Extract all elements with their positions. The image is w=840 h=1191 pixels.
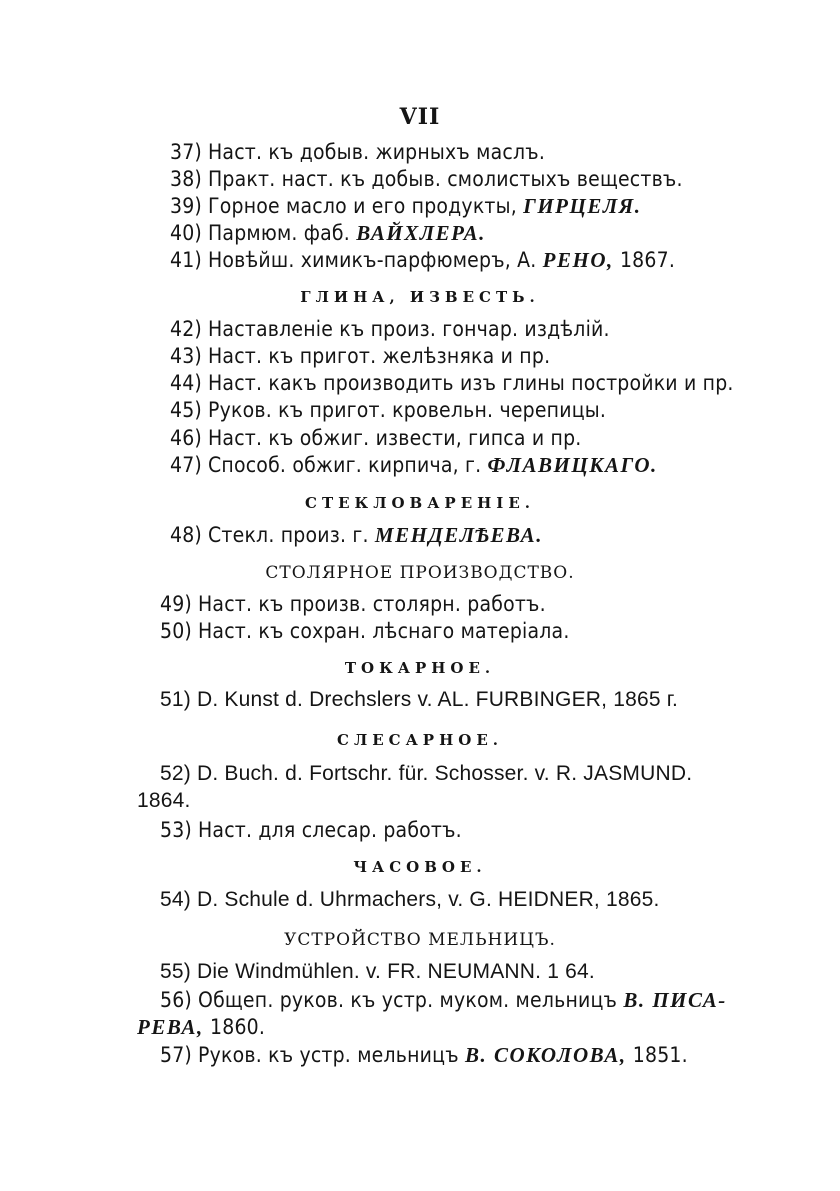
entry-number: 39) — [170, 194, 203, 218]
entry-number: 54) — [160, 888, 191, 911]
entry-author-continuation: РЕВА, — [137, 1015, 204, 1039]
entry-number: 52) — [160, 762, 191, 785]
entry-number: 56) — [160, 988, 193, 1012]
section-heading-slesar: СЛЕСАРНОЕ. — [337, 731, 503, 749]
entry-text: Общеп. руков. къ устр. муком. мельницъ — [198, 988, 618, 1012]
entry-number: 42) — [170, 317, 203, 341]
entry-number: 53) — [160, 818, 193, 842]
entry-number: 45) — [170, 398, 203, 422]
entry-57 — [160, 1043, 688, 1068]
entry-number: 51) — [160, 688, 191, 711]
entry-number: 55) — [160, 960, 191, 983]
entry-52-continuation: 1864. — [137, 789, 191, 812]
entry-text: D. Schule d. Uhrmachers, v. G. HEIDNER, 1865. — [196, 888, 660, 911]
entry-author: В. ПИСА- — [623, 988, 727, 1012]
entry-text: Пармюм. фаб. — [208, 221, 350, 245]
entry-author: РЕНО, — [542, 248, 614, 272]
entry-number: 57) — [160, 1043, 193, 1067]
entry-text: Горное масло и его продукты, — [208, 194, 517, 218]
entry-text: Руков. къ устр. мельницъ — [198, 1043, 459, 1067]
entry-40 — [170, 221, 486, 246]
section-heading-tokar: ТОКАРНОЕ. — [344, 659, 496, 677]
entry-text: D. Kunst d. Drechslers v. AL. FURBINGER, 1865 г. — [196, 688, 679, 711]
entry-54 — [160, 888, 660, 912]
entry-author: ГИРЦЕЛЯ. — [523, 194, 642, 218]
entry-56 — [160, 988, 727, 1013]
entry-47 — [170, 453, 658, 478]
entry-50 — [160, 619, 570, 643]
entry-text: Наст. къ произв. столярн. работъ. — [198, 592, 546, 616]
entry-44 — [170, 371, 734, 395]
entry-author: В. СОКОЛОВА, — [464, 1043, 627, 1067]
entry-text: Способ. обжиг. кирпича, г. — [208, 453, 482, 477]
entry-52 — [160, 762, 692, 786]
entry-year: 1860. — [210, 1015, 266, 1039]
page-number: VII — [399, 104, 441, 130]
entry-text: Наст. къ пригот. желѣзняка и пр. — [208, 344, 551, 368]
section-heading-stolyar: СТОЛЯРНОЕ ПРОИЗВОДСТВО. — [265, 563, 575, 583]
entry-37 — [170, 140, 545, 164]
entry-number: 47) — [170, 453, 203, 477]
entry-author: ВАЙХЛЕРА. — [356, 221, 486, 245]
entry-number: 44) — [170, 371, 203, 395]
entry-45 — [170, 398, 606, 422]
entry-number: 50) — [160, 619, 193, 643]
entry-38 — [170, 167, 683, 191]
entry-53 — [160, 818, 462, 842]
section-heading-glina: ГЛИНА, ИЗВЕСТЬ. — [300, 288, 540, 306]
entry-41 — [170, 248, 675, 273]
entry-number: 41) — [170, 248, 203, 272]
entry-number: 48) — [170, 523, 203, 547]
entry-text: Стекл. произ. г. — [208, 523, 369, 547]
entry-48 — [170, 523, 543, 548]
entry-year: 1851. — [632, 1043, 688, 1067]
entry-46 — [170, 426, 581, 450]
entry-year: 1867. — [619, 248, 676, 272]
entry-text: Наст. какъ производить изъ глины постройки и пр. — [208, 371, 734, 395]
entry-51 — [160, 688, 678, 712]
entry-number: 38) — [170, 167, 203, 191]
entry-42 — [170, 317, 610, 341]
entry-text: Новѣйш. химикъ-парфюмеръ, А. — [208, 248, 537, 272]
entry-text: Наст. къ добыв. жирныхъ маслъ. — [208, 140, 546, 164]
entry-text: Наставленіе къ произ. гончар. издѣлій. — [208, 317, 610, 341]
entry-text: Наст. къ сохран. лѣснаго матеріала. — [198, 619, 570, 643]
entry-author: МЕНДЕЛѢЕВА. — [374, 523, 543, 547]
section-heading-steklo: СТЕКЛОВАРЕНІЕ. — [305, 494, 535, 512]
entry-text: Руков. къ пригот. кровельн. черепицы. — [208, 398, 607, 422]
entry-56-continuation — [137, 1015, 265, 1040]
entry-number: 43) — [170, 344, 203, 368]
entry-49 — [160, 592, 546, 616]
entry-text: Наст. для слесар. работъ. — [198, 818, 462, 842]
entry-55 — [160, 960, 595, 984]
entry-number: 49) — [160, 592, 193, 616]
entry-text: Наст. къ обжиг. извести, гипса и пр. — [208, 426, 582, 450]
section-heading-chas: ЧАСОВОЕ. — [353, 858, 487, 876]
entry-number: 37) — [170, 140, 203, 164]
entry-39 — [170, 194, 641, 219]
entry-text: Практ. наст. къ добыв. смолистыхъ веществъ. — [208, 167, 683, 191]
entry-author: ФЛАВИЦКАГО. — [487, 453, 658, 477]
entry-text: D. Buch. d. Fortschr. für. Schosser. v. R. JASMUND. — [196, 762, 693, 785]
entry-43 — [170, 344, 550, 368]
entry-number: 46) — [170, 426, 203, 450]
section-heading-melnits: УСТРОЙСТВО МЕЛЬНИЦЪ. — [284, 930, 556, 950]
entry-number: 40) — [170, 221, 203, 245]
entry-text: Die Windmühlen. v. FR. NEUMANN. 1 64. — [196, 960, 595, 983]
